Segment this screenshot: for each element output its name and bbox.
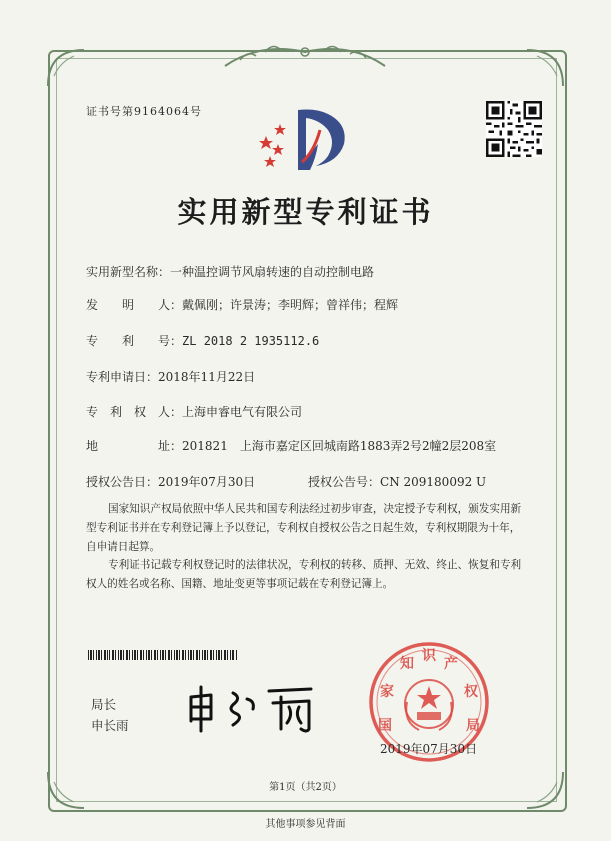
certificate-title: 实用新型专利证书 xyxy=(177,195,434,229)
field-value: 2018年11月22日 xyxy=(158,370,256,384)
director-title: 局长 xyxy=(91,697,117,712)
field-label: 实用新型名称： xyxy=(86,265,171,279)
field-label: 地 址： xyxy=(86,439,183,453)
field-label: 授权公告日： xyxy=(86,475,159,489)
seal-date: 2019年07月30日 xyxy=(380,742,478,756)
address-row xyxy=(86,437,496,454)
seal-char: 权 xyxy=(464,684,478,700)
field-label: 授权公告号： xyxy=(308,475,381,489)
field-label: 专利申请日： xyxy=(86,370,159,384)
seal-char: 家 xyxy=(380,684,394,700)
inventor-row xyxy=(86,296,398,313)
field-value: 上海申睿电气有限公司 xyxy=(182,405,303,419)
field-value: 201821 上海市嘉定区回城南路1883弄2号2幢2层208室 xyxy=(182,439,497,453)
field-value: ZL 2018 2 1935112.6 xyxy=(182,334,320,348)
handwritten-signature xyxy=(185,683,325,735)
grant-number-row xyxy=(308,473,486,490)
seal-char: 国 xyxy=(378,718,392,734)
legal-status-note: 专利证书记载专利权登记时的法律状况，专利权的转移、质押、无效、终止、恢复和专利权人的姓名或名称、国籍、地址变更等事项记载在专利登记簿上。 xyxy=(86,559,522,590)
field-label: 发 明 人： xyxy=(86,298,183,312)
certificate-number: 证书号第9164064号 xyxy=(86,105,202,118)
utility-model-name-row xyxy=(86,263,374,280)
field-value: CN 209180092 U xyxy=(380,475,487,489)
field-value: 一种温控调节风扇转速的自动控制电路 xyxy=(170,265,375,279)
filing-date-row xyxy=(86,368,255,385)
certificate-statement: 国家知识产权局依照中华人民共和国专利法经过初步审查，决定授予专利权，颁发实用新型专利证书并在专利登记簿上予以登记，专利权自授权公告之日起生效，专利权期限为十年，自申请日起算。 xyxy=(86,503,522,553)
patentee-row xyxy=(86,403,302,420)
corner-ornament-icon xyxy=(44,46,88,90)
grant-date-row xyxy=(86,473,255,490)
barcode-icon xyxy=(88,650,238,660)
director-name: 申长雨 xyxy=(91,718,129,733)
field-label: 专 利 权 人： xyxy=(86,405,183,419)
cnipa-logo-icon xyxy=(258,100,354,178)
page-number: 第1页（共2页） xyxy=(269,782,342,793)
field-value: 戴佩刚；许景涛；李明辉；曾祥伟；程辉 xyxy=(182,298,399,312)
seal-char: 产 xyxy=(444,656,458,672)
seal-char: 识 xyxy=(422,648,436,664)
wreath-ornament-icon xyxy=(220,38,390,72)
seal-char: 知 xyxy=(400,656,414,672)
seal-char: 局 xyxy=(466,718,480,734)
qr-code-icon xyxy=(486,101,542,157)
field-value: 2019年07月30日 xyxy=(158,475,256,489)
footer-note: 其他事项参见背面 xyxy=(265,819,346,830)
field-label: 专 利 号： xyxy=(86,334,183,348)
corner-ornament-icon xyxy=(523,46,567,90)
patent-number-row xyxy=(86,332,319,349)
